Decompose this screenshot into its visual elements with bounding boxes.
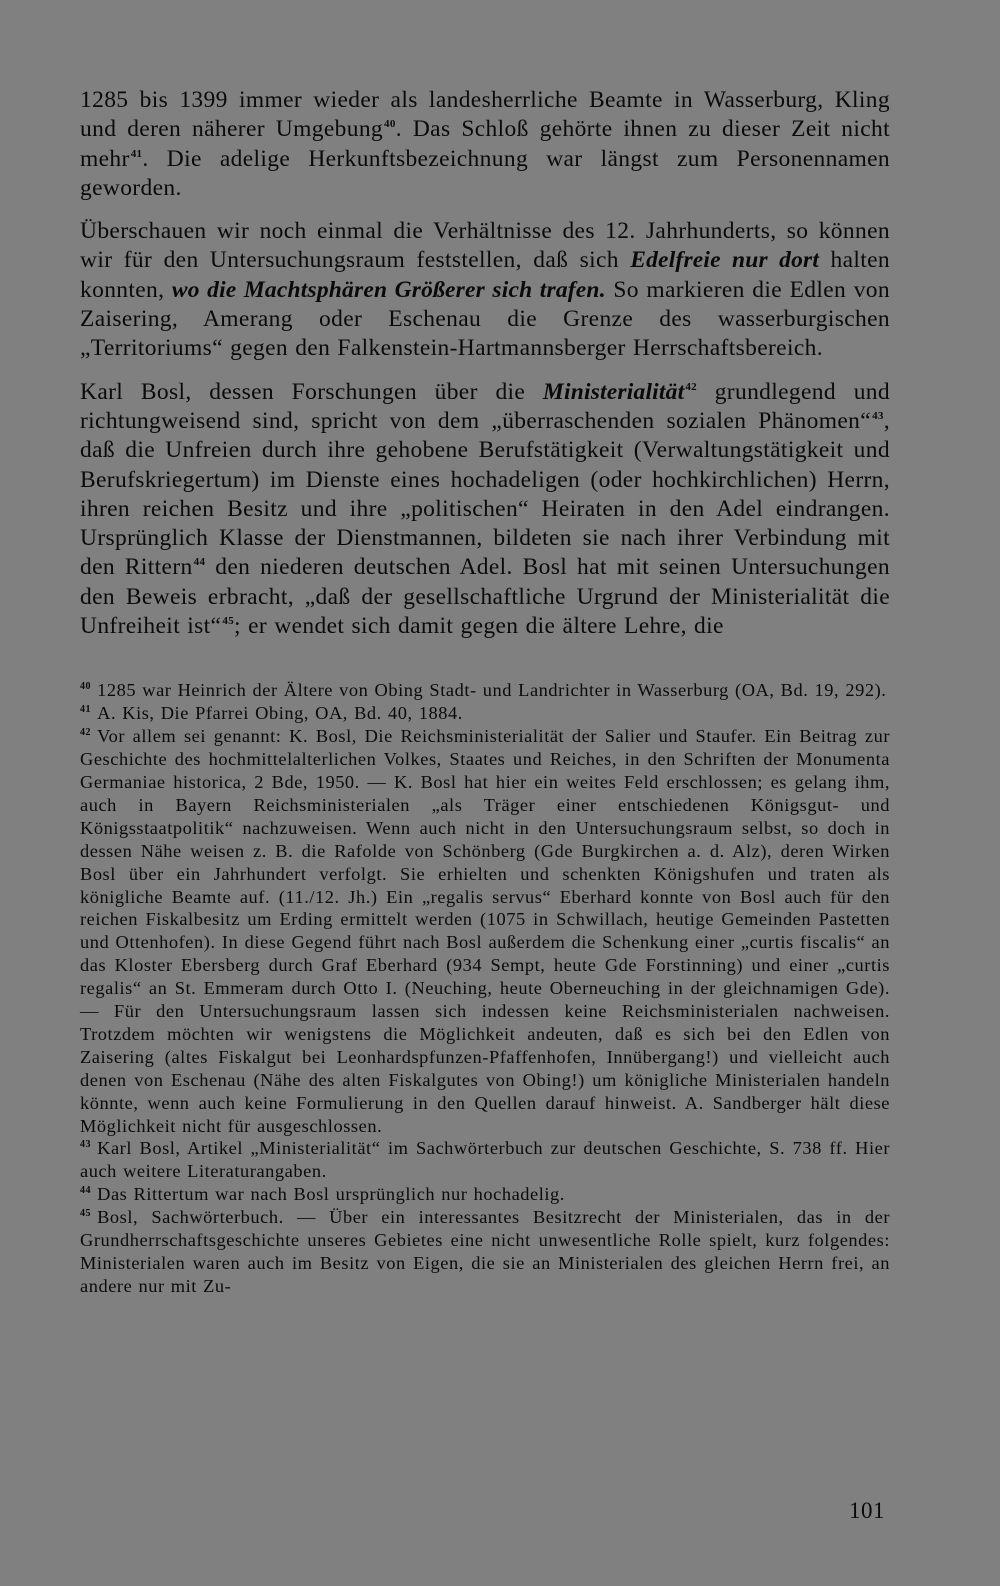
footnote-text: Vor allem sei genannt: K. Bosl, Die Reichsministerialität der Salier und Staufer. Ein Beitrag zur Geschichte des hochmittelalterlichen Volkes, Staates und Reiches, in den Schriften der Monumenta Germaniae historica, 2 Bde, 1950. — K. Bosl hat hier ein weites Feld erschlossen; es gelang ihm, auch in Bayern Reichsministerialen „als Träger einer entschiedenen Königsgut- und Königsstaatpolitik“ nachzuweisen. Wenn auch nicht in den Untersuchungsraum selbst, so doch in dessen Nähe weisen z. B. die Rafolde von Schönberg (Gde Burgkirchen a. d. Alz), deren Wirken Bosl über ein Jahrhundert verfolgt. Sie erhielten und schenkten Königshufen und traten als königliche Beamte auf. (11./12. Jh.) Ein „regalis servus“ Eberhard konnte von Bosl auch für den reichen Fiskalbesitz um Erding ermittelt werden (1075 in Schwillach, heutige Gemeinden Pastetten und Ottenhofen). In diese Gegend führt nach Bosl außerdem die Schenkung einer „curtis fiscalis“ an das Kloster Ebersberg durch Graf Eberhard (934 Sempt, heute Gde Forstinning) und einer „curtis regalis“ an St. Emmeram durch Otto I. (Neuching, heute Oberneuching in der gleichnamigen Gde). — Für den Untersuchungsraum lassen sich indessen keine Reichsministerialen nachweisen. Trotzdem möchten wir wenigstens die Möglichkeit andeuten, daß es sich bei den Edlen von Zaisering (altes Fiskalgut bei Leonhardspfunzen-Pfaffenhofen, Innübergang!) und vielleicht auch denen von Eschenau (Nähe des alten Fiskalgutes von Obing!) um königliche Ministerialen handeln könnte, wenn auch keine Formulierung in den Quellen darauf hinweist. A. Sandberger hält diese Möglichkeit nicht für ausgeschlossen. xyxy=(80,726,890,1136)
emphasized-text: Edelfreie nur dort xyxy=(630,247,820,274)
footnote-number: 41 xyxy=(80,704,92,716)
text-run: So markieren die Edlen von Zaisering, Amerang oder Eschenau die Grenze des wasserburgischen „Territoriums“ gegen den Falkenstein-Hartmannsberger Herrschaftsbereich. xyxy=(80,276,890,362)
text-run: grundlegend und richtungweisend sind, spricht von dem „überraschenden sozialen Phänomen“ xyxy=(80,378,890,434)
text-run: 1285 bis 1399 immer wieder als landesherrliche Beamte in Wasserburg, Kling und deren näherer Umgebung xyxy=(80,87,890,143)
footnote-reference: 42 xyxy=(685,380,698,393)
footnote-number: 42 xyxy=(80,727,92,739)
footnote xyxy=(80,1183,890,1206)
page-body xyxy=(80,86,890,1298)
text-run: . Das Schloß gehörte ihnen zu dieser Zeit nicht mehr xyxy=(80,116,890,172)
footnote-reference: 45 xyxy=(222,615,235,628)
text-run: ; er wendet sich damit gegen die ältere Lehre, die xyxy=(234,613,724,640)
footnote-number: 44 xyxy=(80,1185,92,1197)
paragraph xyxy=(80,86,890,203)
footnote-number: 45 xyxy=(80,1208,92,1220)
text-run: den niederen deutschen Adel. Bosl hat mit seinen Untersuchungen den Beweis erbracht, „daß der gesellschaftliche Urgrund der Ministerialität die Unfreiheit ist“ xyxy=(80,554,890,640)
paragraph xyxy=(80,378,890,642)
footnote-reference: 44 xyxy=(193,556,206,569)
emphasized-text: Ministerialität xyxy=(542,378,685,405)
text-run: halten konnten, xyxy=(80,247,890,303)
footnote xyxy=(80,1137,890,1183)
text-run: . Die adelige Herkunftsbezeichnung war längst zum Personennamen geworden. xyxy=(80,145,890,201)
footnote xyxy=(80,1206,890,1298)
footnote-text: Bosl, Sachwörterbuch. — Über ein interessantes Besitzrecht der Ministerialen, das in der Grundherrschaftsgeschichte unseres Gebietes eine nicht unwesentliche Rolle spielt, kurz folgendes: Ministerialen waren auch im Besitz von Eigen, die sie an Ministerialen des gleichen Herrn frei, an andere nur mit Zu- xyxy=(80,1207,890,1296)
page-number: 101 xyxy=(849,1498,885,1523)
footnote-reference: 41 xyxy=(130,147,143,160)
footnote-text: Das Rittertum war nach Bosl ursprünglich nur hochadelig. xyxy=(97,1184,565,1205)
text-run: Überschauen wir noch einmal die Verhältnisse des 12. Jahrhunderts, so können wir für den Untersuchungsraum feststellen, daß sich xyxy=(80,218,890,274)
footnote-number: 43 xyxy=(80,1139,92,1151)
footnote xyxy=(80,679,890,702)
footnote-number: 40 xyxy=(80,681,92,693)
paragraph xyxy=(80,217,890,363)
footnote-reference: 43 xyxy=(872,409,884,422)
text-run: , daß die Unfreien durch ihre gehobene Berufstätigkeit (Verwaltungstätigkeit und Berufskriegertum) im Dienste eines hochadeligen (oder hochkirchlichen) Herrn, ihren reichen Besitz und ihre „politischen“ Heiraten in den Adel eindrangen. Ursprünglich Klasse der Dienstmannen, bildeten sie nach ihrer Verbindung mit den Rittern xyxy=(80,407,890,581)
text-run: Karl Bosl, dessen Forschungen über die xyxy=(80,378,543,405)
footnote-text: A. Kis, Die Pfarrei Obing, OA, Bd. 40, 1884. xyxy=(97,703,463,724)
footnote xyxy=(80,702,890,725)
footnote-text: 1285 war Heinrich der Ältere von Obing Stadt- und Landrichter in Wasserburg (OA, Bd. 19, 292). xyxy=(97,680,887,701)
footnotes xyxy=(80,679,890,1297)
body-text xyxy=(80,86,890,641)
footnote xyxy=(80,725,890,1137)
emphasized-text: wo die Machtsphären Größerer sich trafen. xyxy=(171,276,606,303)
footnote-text: Karl Bosl, Artikel „Ministerialität“ im Sachwörterbuch zur deutschen Geschichte, S. 738 ff. Hier auch weitere Literaturangaben. xyxy=(80,1138,890,1182)
footnote-reference: 40 xyxy=(384,118,396,131)
